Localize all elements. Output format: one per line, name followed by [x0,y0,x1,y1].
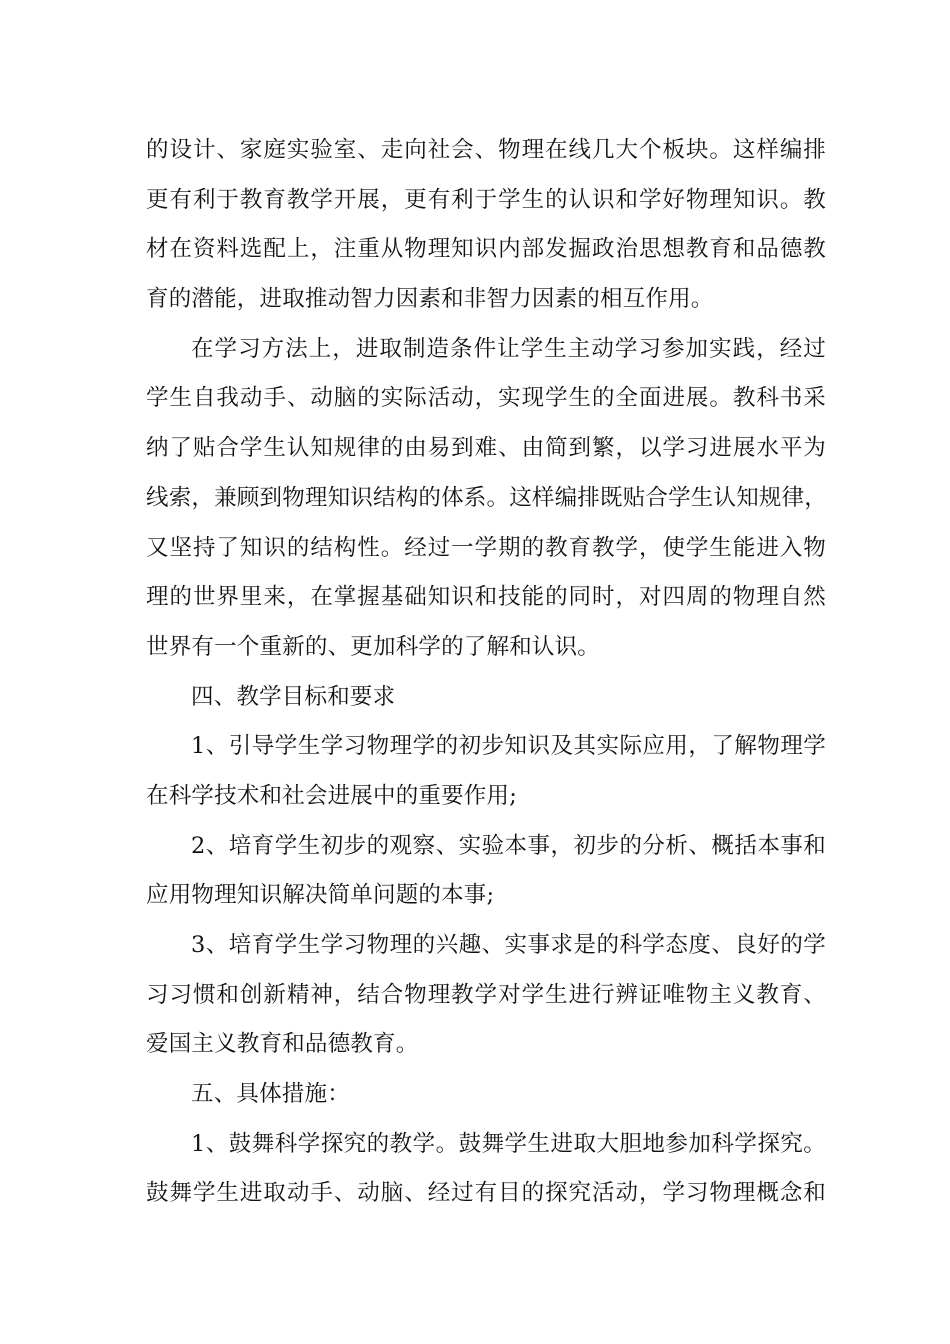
text-line: 四、教学目标和要求 [191,683,396,710]
text-line: 育的潜能，进取推动智力因素和非智力因素的相互作用。 [146,286,714,313]
text-line: 世界有一个重新的、更加科学的了解和认识。 [146,633,601,660]
text-line: 材在资料选配上，注重从物理知识内部发掘政治思想教育和品德教 [146,236,826,263]
text-line: 2、培育学生初步的观察、实验本事，初步的分析、概括本事和 [191,832,826,859]
text-line: 1、引导学生学习物理学的初步知识及其实际应用，了解物理学 [191,733,826,760]
text-line: 在学习方法上，进取制造条件让学生主动学习参加实践，经过 [191,335,826,362]
text-line: 3、培育学生学习物理的兴趣、实事求是的科学态度、良好的学 [191,932,826,958]
text-line: 理的世界里来，在掌握基础知识和技能的同时，对四周的物理自然 [146,584,826,611]
text-line: 的设计、家庭实验室、走向社会、物理在线几大个板块。这样编排 [146,137,826,163]
document-body [146,126,826,1219]
text-line: 学生自我动手、动脑的实际活动，实现学生的全面进展。教科书采 [146,385,826,412]
text-line: 更有利于教育教学开展，更有利于学生的认识和学好物理知识。教 [146,186,826,213]
text-line: 鼓舞学生进取动手、动脑、经过有目的探究活动，学习物理概念和 [146,1180,826,1207]
text-line: 1、鼓舞科学探究的教学。鼓舞学生进取大胆地参加科学探究。 [191,1130,826,1157]
text-line: 在科学技术和社会进展中的重要作用; [146,782,517,809]
text-line: 应用物理知识解决简单问题的本事; [146,882,495,909]
text-line: 又坚持了知识的结构性。经过一学期的教育教学，使学生能进入物 [146,534,826,561]
text-line: 线索，兼顾到物理知识结构的体系。这样编排既贴合学生认知规律， [146,484,828,511]
text-line: 习习惯和创新精神，结合物理教学对学生进行辨证唯物主义教育、 [146,981,826,1008]
text-line: 爱国主义教育和品德教育。 [146,1031,419,1058]
text-line: 五、具体措施： [191,1081,350,1108]
text-line: 纳了贴合学生认知规律的由易到难、由简到繁，以学习进展水平为 [146,435,826,462]
